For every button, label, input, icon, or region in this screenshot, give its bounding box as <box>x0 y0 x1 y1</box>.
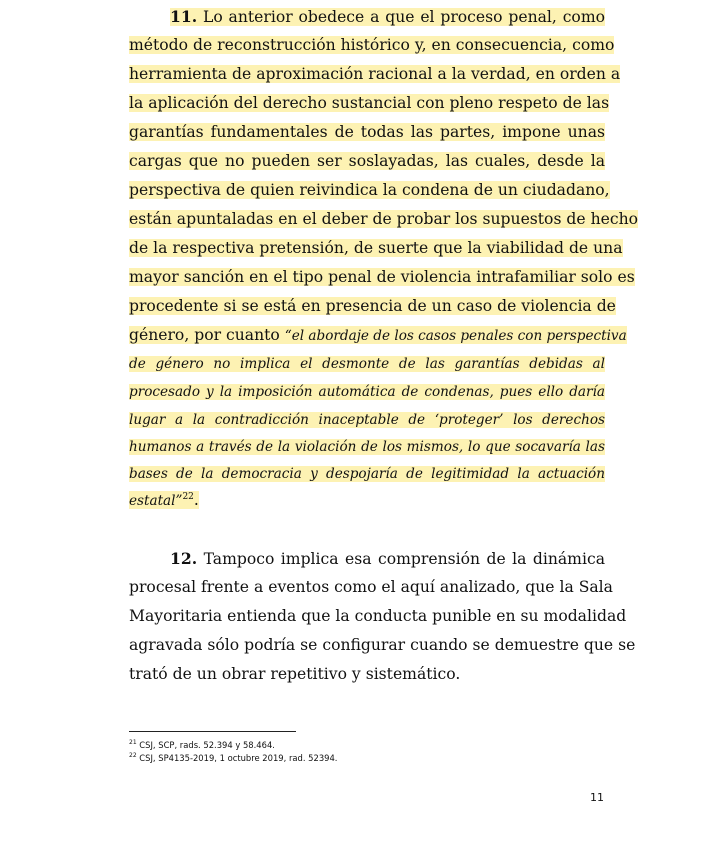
quote-line-last: estatal”$^{22}$. <box>129 491 199 509</box>
paragraph-11-line-1: 11. Lo anterior obedece a que el proceso penal, como <box>170 7 605 26</box>
paragraph-12-line-1: 12. Tampoco implica esa comprensión de la dinámica <box>170 549 605 568</box>
paragraph-11-line-7: perspectiva de quien reivindica la condena de un ciudadano, <box>129 181 610 199</box>
paragraph-11-line-9: de la respectiva pretensión, de suerte que la viabilidad de una <box>129 239 623 257</box>
paragraph-11-line-11: procedente si se está en presencia de un caso de violencia de <box>129 297 616 315</box>
footnote-ref-22[interactable]: 22 <box>182 491 194 502</box>
paragraph-12-line-5: trató de un obrar repetitivo y sistemático. <box>129 665 461 683</box>
footnote-marker-22: 22 <box>129 752 137 760</box>
paragraph-11-line-6: cargas que no pueden ser soslayadas, las cuales, desde la <box>129 152 605 170</box>
footnote-separator <box>129 731 296 732</box>
footnote-22: $^{22}$ CSJ, SP4135-2019, 1 octubre 2019, rad. 52394. <box>129 752 338 763</box>
quote-line-3: lugar a la contradicción inaceptable de ‘proteger’ los derechos <box>129 412 605 428</box>
paragraph-11-line-5: garantías fundamentales de todas las partes, impone unas <box>129 123 605 141</box>
paragraph-11-line-10: mayor sanción en el tipo penal de violencia intrafamiliar solo es <box>129 268 635 286</box>
paragraph-12-line-4: agravada sólo podría se configurar cuando se demuestre que se <box>129 636 636 654</box>
quote-line-2: procesado y la imposición automática de condenas, pues ello daría <box>129 384 605 400</box>
page-number: 11 <box>590 791 604 804</box>
paragraph-12-line-3: Mayoritaria entienda que la conducta punible en su modalidad <box>129 607 627 625</box>
footnote-marker-21: 21 <box>129 739 137 747</box>
quote-start: “el abordaje de los casos penales con perspectiva <box>284 328 627 344</box>
paragraph-12-line-2: procesal frente a eventos como el aquí analizado, que la Sala <box>129 578 613 596</box>
paragraph-11-line-12: género, por cuanto “el abordaje de los casos penales con perspectiva <box>129 326 627 344</box>
footnote-21: $^{21}$ CSJ, SCP, rads. 52.394 y 58.464. <box>129 739 275 750</box>
paragraph-11-number: 11. <box>170 7 198 26</box>
quote-line-4: humanos a través de la violación de los mismos, lo que socavaría las <box>129 439 605 455</box>
quote-line-1: de género no implica el desmonte de las garantías debidas al <box>129 356 605 372</box>
paragraph-11-line-4: la aplicación del derecho sustancial con pleno respeto de las <box>129 94 610 112</box>
paragraph-12-number: 12. <box>170 549 198 568</box>
paragraph-11-line-8: están apuntaladas en el deber de probar los supuestos de hecho <box>129 210 639 228</box>
paragraph-11-line-2: método de reconstrucción histórico y, en consecuencia, como <box>129 36 615 54</box>
quote-line-5: bases de la democracia y despojaría de legitimidad la actuación <box>129 466 605 482</box>
paragraph-11-line-3: herramienta de aproximación racional a la verdad, en orden a <box>129 65 621 83</box>
